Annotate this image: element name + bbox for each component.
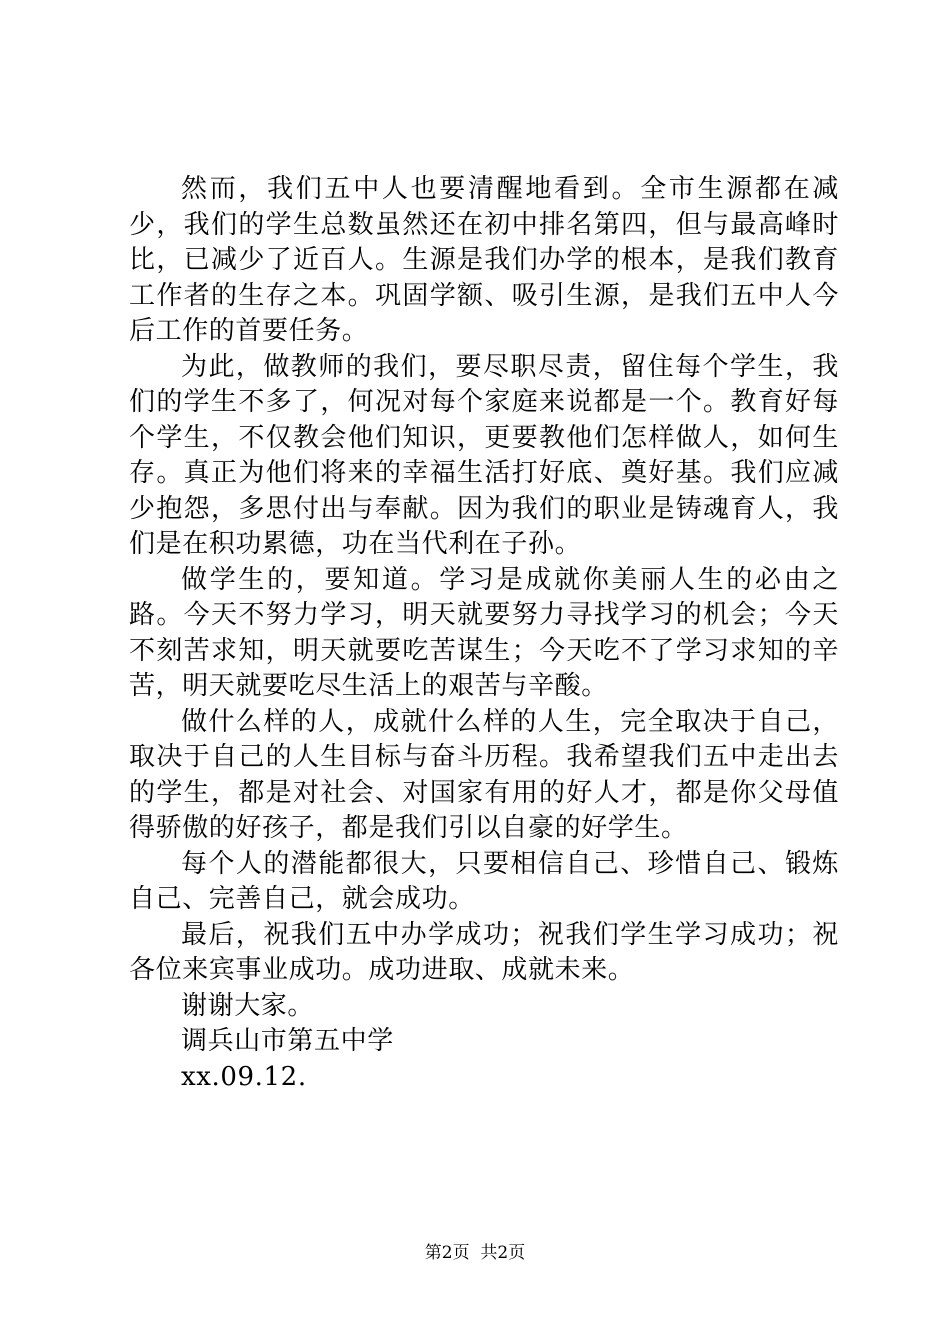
page-number: 第2页 (424, 1243, 470, 1263)
paragraph-students: 做学生的，要知道。学习是成就你美丽人生的必由之路。今天不努力学习，明天就要努力寻找学习的机会；今天不刻苦求知，明天就要吃苦谋生；今天吃不了学习求知的辛苦，明天就要吃尽生活上的艰苦与辛酸。 (129, 564, 839, 701)
closing-date: xx.09.12. (181, 1061, 307, 1092)
paragraph-wishes: 最后，祝我们五中办学成功；祝我们学生学习成功；祝各位来宾事业成功。成功进取、成就未来。 (129, 919, 839, 985)
closing-thanks: 谢谢大家。 (181, 990, 315, 1021)
footer-separator (470, 1243, 481, 1263)
closing-signature: 调兵山市第五中学 (181, 1026, 394, 1056)
page-total: 共2页 (480, 1243, 526, 1263)
page-footer (0, 1241, 950, 1265)
document-body (129, 172, 839, 1095)
paragraph-teachers: 为此，做教师的我们，要尽职尽责，留住每个学生，我们的学生不多了，何况对每个家庭来说都是一个。教育好每个学生，不仅教会他们知识，更要教他们怎样做人，如何生存。真正为他们将来的幸福生活打好底、奠好基。我们应减少抱怨，多思付出与奉献。因为我们的职业是铸魂育人，我们是在积功累德，功在当代利在子孙。 (129, 351, 839, 559)
paragraph-life-choice: 做什么样的人，成就什么样的人生，完全取决于自己，取决于自己的人生目标与奋斗历程。我希望我们五中走出去的学生，都是对社会、对国家有用的好人才，都是你父母值得骄傲的好孩子，都是我们引以自豪的好学生。 (129, 706, 839, 843)
paragraph-potential: 每个人的潜能都很大，只要相信自己、珍惜自己、锻炼自己、完善自己，就会成功。 (129, 848, 839, 914)
paragraph-enrollment: 然而，我们五中人也要清醒地看到。全市生源都在减少，我们的学生总数虽然还在初中排名第四，但与最高峰时比，已减少了近百人。生源是我们办学的根本，是我们教育工作者的生存之本。巩固学额、吸引生源，是我们五中人今后工作的首要任务。 (129, 174, 839, 346)
